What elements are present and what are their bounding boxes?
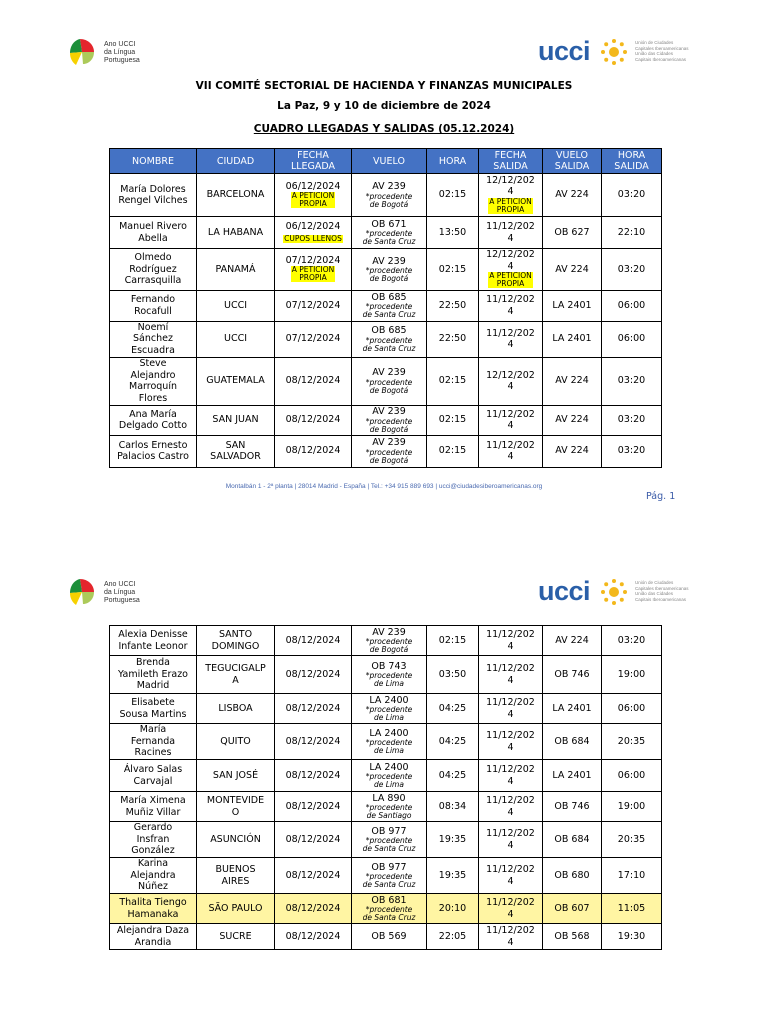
cell-hora: 20:10 <box>427 894 479 924</box>
cell-vuelo-salida: OB 684 <box>543 822 602 858</box>
table-row <box>110 924 662 950</box>
document-title: VII COMITÉ SECTORIAL DE HACIENDA Y FINANZAS MUNICIPALES <box>195 80 573 92</box>
header-hora: HORA <box>427 149 479 174</box>
cell-hora: 02:15 <box>427 174 479 217</box>
cell-fecha-salida: 11/12/202 4 <box>479 626 543 656</box>
cell-hora-salida: 19:00 <box>602 792 662 822</box>
ano-ucci-logo-text: Ano UCCI da Língua Portuguesa <box>104 41 140 64</box>
table-header-row <box>110 149 662 174</box>
cell-vuelo: AV 239 *procedente de Bogotá <box>352 405 427 435</box>
document-subtitle: CUADRO LLEGADAS Y SALIDAS (05.12.2024) <box>253 123 515 135</box>
cell-nombre: Karina Alejandra Núñez <box>110 858 197 894</box>
cell-fecha-salida: 11/12/202 4 <box>479 435 543 467</box>
cell-hora-salida: 03:20 <box>602 174 662 217</box>
cell-nombre: Alejandra Daza Arandia <box>110 924 197 950</box>
origin-note: de Santa Cruz <box>362 343 416 353</box>
cell-vuelo-salida: AV 224 <box>543 174 602 217</box>
cell-vuelo-salida: OB 568 <box>543 924 602 950</box>
document-place-date: La Paz, 9 y 10 de diciembre de 2024 <box>277 100 491 112</box>
table-row <box>110 435 662 467</box>
table-row <box>110 174 662 217</box>
origin-note: *procedente <box>365 872 413 882</box>
ucci-subtitle: Unión de Ciudades Capitales Iberoamericanas União das Cidades Capitais Iberoamericanas <box>635 580 689 602</box>
page-gap <box>0 520 768 565</box>
cell-fecha-llegada: 07/12/2024 <box>275 321 352 357</box>
cell-ciudad: TEGUCIGALP A <box>197 656 275 694</box>
cell-ciudad: SUCRE <box>197 924 275 950</box>
cell-vuelo: LA 890 *procedente de Santiago <box>352 792 427 822</box>
origin-note: de Lima <box>374 679 404 689</box>
table-row <box>110 760 662 792</box>
cell-fecha-llegada: 08/12/2024 <box>275 822 352 858</box>
cell-ciudad: QUITO <box>197 724 275 760</box>
cell-fecha-llegada: 08/12/2024 <box>275 435 352 467</box>
cell-hora: 03:50 <box>427 656 479 694</box>
table-row <box>110 792 662 822</box>
cell-nombre: Brenda Yamileth Erazo Madrid <box>110 656 197 694</box>
origin-note: *procedente <box>365 705 413 715</box>
origin-note: de Santiago <box>366 811 412 821</box>
cell-hora: 22:50 <box>427 290 479 321</box>
header-nombre: NOMBRE <box>110 149 197 174</box>
cell-fecha-salida: 12/12/202 4 A PETICION PROPIA <box>479 174 543 217</box>
cell-vuelo-salida: LA 2401 <box>543 694 602 724</box>
cell-vuelo: OB 977 *procedente de Santa Cruz <box>352 858 427 894</box>
cell-ciudad: SAN SALVADOR <box>197 435 275 467</box>
note-highlight: A PETICION PROPIA <box>489 271 532 288</box>
cell-nombre: María Fernanda Racines <box>110 724 197 760</box>
origin-note: de Santa Cruz <box>362 844 416 854</box>
cell-vuelo-salida: OB 746 <box>543 656 602 694</box>
origin-note: *procedente <box>365 772 413 782</box>
cell-vuelo-salida: AV 224 <box>543 357 602 405</box>
ano-ucci-logo-text: Ano UCCI da Língua Portuguesa <box>104 581 140 604</box>
cell-fecha-salida: 12/12/202 4 A PETICION PROPIA <box>479 249 543 291</box>
origin-note: *procedente <box>365 905 413 915</box>
sun-icon <box>600 578 628 606</box>
cell-vuelo-salida: OB 607 <box>543 894 602 924</box>
cell-hora: 02:15 <box>427 405 479 435</box>
table-row <box>110 217 662 249</box>
origin-note: de Bogotá <box>369 645 409 655</box>
cell-vuelo-salida: AV 224 <box>543 435 602 467</box>
cell-nombre: Alexia Denisse Infante Leonor <box>110 626 197 656</box>
cell-fecha-llegada: 08/12/2024 <box>275 694 352 724</box>
origin-note: de Lima <box>374 780 404 790</box>
cell-hora-salida: 06:00 <box>602 760 662 792</box>
header-fecha-llegada: FECHA LLEGADA <box>275 149 352 174</box>
cell-fecha-llegada: 08/12/2024 <box>275 405 352 435</box>
cell-nombre: Thalita Tiengo Hamanaka <box>110 894 197 924</box>
cell-ciudad: SANTO DOMINGO <box>197 626 275 656</box>
cell-vuelo-salida: AV 224 <box>543 249 602 291</box>
origin-note: de Santa Cruz <box>362 880 416 890</box>
cell-fecha-llegada: 08/12/2024 <box>275 357 352 405</box>
ucci-wordmark: ucci <box>538 36 591 66</box>
cell-fecha-llegada: 08/12/2024 <box>275 760 352 792</box>
origin-note: de Bogotá <box>369 385 409 395</box>
origin-note: *procedente <box>365 377 413 387</box>
cell-fecha-salida: 11/12/202 4 <box>479 822 543 858</box>
table-row <box>110 626 662 656</box>
cell-fecha-salida: 11/12/202 4 <box>479 760 543 792</box>
origin-note: *procedente <box>365 302 413 312</box>
cell-fecha-salida: 11/12/202 4 <box>479 924 543 950</box>
cell-hora: 22:05 <box>427 924 479 950</box>
origin-note: *procedente <box>365 637 413 647</box>
cell-fecha-salida: 11/12/202 4 <box>479 217 543 249</box>
table-row <box>110 405 662 435</box>
origin-note: de Bogotá <box>369 274 409 283</box>
cell-ciudad: ASUNCIÓN <box>197 822 275 858</box>
cell-fecha-salida: 11/12/202 4 <box>479 694 543 724</box>
cell-fecha-llegada: 08/12/2024 <box>275 858 352 894</box>
cell-vuelo: AV 239 *procedente de Bogotá <box>352 174 427 217</box>
cell-fecha-salida: 11/12/202 4 <box>479 894 543 924</box>
cell-hora-salida: 11:05 <box>602 894 662 924</box>
cell-hora: 04:25 <box>427 760 479 792</box>
cell-hora-salida: 06:00 <box>602 321 662 357</box>
header-ciudad: CIUDAD <box>197 149 275 174</box>
header-hora-salida: HORA SALIDA <box>602 149 662 174</box>
cell-vuelo-salida: LA 2401 <box>543 290 602 321</box>
cell-nombre: Olmedo Rodríguez Carrasquilla <box>110 249 197 291</box>
note-highlight: A PETICION PROPIA <box>291 265 335 283</box>
cell-nombre: Álvaro Salas Carvajal <box>110 760 197 792</box>
origin-note: de Lima <box>374 713 404 723</box>
origin-note: *procedente <box>365 191 413 201</box>
cell-nombre: Manuel Rivero Abella <box>110 217 197 249</box>
header-vuelo-salida: VUELO SALIDA <box>543 149 602 174</box>
table-row <box>110 321 662 357</box>
cell-vuelo: LA 2400 *procedente de Lima <box>352 694 427 724</box>
cell-fecha-salida: 11/12/202 4 <box>479 656 543 694</box>
cell-fecha-llegada: 07/12/2024 <box>275 290 352 321</box>
cell-nombre: Noemí Sánchez Escuadra <box>110 321 197 357</box>
cell-hora-salida: 03:20 <box>602 405 662 435</box>
cell-hora-salida: 20:35 <box>602 724 662 760</box>
cell-nombre: María Dolores Rengel Vilches <box>110 174 197 217</box>
table-row <box>110 656 662 694</box>
cell-vuelo: LA 2400 *procedente de Lima <box>352 760 427 792</box>
arrivals-departures-table-continued <box>109 625 662 950</box>
origin-note: *procedente <box>365 335 413 345</box>
cell-vuelo: AV 239 *procedente de Bogotá <box>352 249 427 291</box>
cell-ciudad: SAN JUAN <box>197 405 275 435</box>
table-row <box>110 694 662 724</box>
cell-nombre: Elisabete Sousa Martins <box>110 694 197 724</box>
cell-hora: 02:15 <box>427 626 479 656</box>
ucci-subtitle: Unión de Ciudades Capitales Iberoamericanas União das Cidades Capitais Iberoamericanas <box>635 40 689 62</box>
note-highlight: CUPOS LLENOS <box>284 233 342 243</box>
cell-ciudad: BARCELONA <box>197 174 275 217</box>
cell-hora: 22:50 <box>427 321 479 357</box>
cell-fecha-salida: 11/12/202 4 <box>479 405 543 435</box>
origin-note: de Lima <box>374 746 404 756</box>
cell-fecha-llegada: 06/12/2024 A PETICION PROPIA <box>275 174 352 217</box>
table-row <box>110 822 662 858</box>
header-fecha-salida: FECHA SALIDA <box>479 149 543 174</box>
cell-fecha-salida: 11/12/202 4 <box>479 321 543 357</box>
cell-hora-salida: 20:35 <box>602 822 662 858</box>
cell-vuelo: OB 671 *procedente de Santa Cruz <box>352 217 427 249</box>
cell-vuelo: AV 239 *procedente de Bogotá <box>352 626 427 656</box>
sun-icon <box>600 38 628 66</box>
cell-vuelo: OB 977 *procedente de Santa Cruz <box>352 822 427 858</box>
origin-note: *procedente <box>365 229 413 239</box>
cell-hora-salida: 19:30 <box>602 924 662 950</box>
cell-hora: 08:34 <box>427 792 479 822</box>
cell-fecha-salida: 12/12/202 4 <box>479 357 543 405</box>
cell-nombre: Carlos Ernesto Palacios Castro <box>110 435 197 467</box>
cell-fecha-llegada: 06/12/2024 CUPOS LLENOS <box>275 217 352 249</box>
cell-fecha-salida: 11/12/202 4 <box>479 858 543 894</box>
origin-note: de Santa Cruz <box>362 310 416 320</box>
cell-hora: 02:15 <box>427 357 479 405</box>
ucci-logo <box>538 576 698 606</box>
origin-note: *procedente <box>365 803 413 813</box>
cell-vuelo-salida: OB 627 <box>543 217 602 249</box>
cell-nombre: Fernando Rocafull <box>110 290 197 321</box>
table-row <box>110 724 662 760</box>
note-highlight: A PETICION PROPIA <box>291 191 335 208</box>
origin-note: de Bogotá <box>369 455 409 465</box>
cell-fecha-salida: 11/12/202 4 <box>479 792 543 822</box>
page-footer-address: Montalbán 1 - 2ª planta | 28014 Madrid - España | Tel.: +34 915 889 693 | ucci@ciudadesiberoamericanas.org <box>225 483 543 490</box>
origin-note: *procedente <box>365 266 413 275</box>
ucci-wordmark: ucci <box>538 576 591 606</box>
cell-ciudad: LISBOA <box>197 694 275 724</box>
ucci-logo <box>538 36 698 66</box>
cell-vuelo: AV 239 *procedente de Bogotá <box>352 357 427 405</box>
cell-hora-salida: 03:20 <box>602 435 662 467</box>
cell-vuelo: AV 239 *procedente de Bogotá <box>352 435 427 467</box>
cell-vuelo: OB 569 <box>352 924 427 950</box>
cell-nombre: Gerardo Insfran González <box>110 822 197 858</box>
cell-fecha-llegada: 08/12/2024 <box>275 724 352 760</box>
cell-ciudad: UCCI <box>197 290 275 321</box>
cell-vuelo: OB 685 *procedente de Santa Cruz <box>352 321 427 357</box>
cell-fecha-llegada: 07/12/2024 A PETICION PROPIA <box>275 249 352 291</box>
note-highlight: A PETICION PROPIA <box>489 196 532 214</box>
cell-ciudad: PANAMÁ <box>197 249 275 291</box>
origin-note: *procedente <box>365 447 413 457</box>
cell-fecha-llegada: 08/12/2024 <box>275 792 352 822</box>
origin-note: de Santa Cruz <box>362 237 416 247</box>
cell-hora-salida: 19:00 <box>602 656 662 694</box>
page-number: Pág. 1 <box>646 491 676 502</box>
cell-hora-salida: 03:20 <box>602 249 662 291</box>
cell-hora: 19:35 <box>427 858 479 894</box>
cell-hora-salida: 17:10 <box>602 858 662 894</box>
origin-note: *procedente <box>365 671 413 681</box>
cell-vuelo-salida: LA 2401 <box>543 321 602 357</box>
origin-note: *procedente <box>365 416 413 426</box>
table-row <box>110 858 662 894</box>
cell-hora: 13:50 <box>427 217 479 249</box>
cell-hora: 04:25 <box>427 694 479 724</box>
cell-hora-salida: 06:00 <box>602 290 662 321</box>
cell-hora: 02:15 <box>427 249 479 291</box>
cell-vuelo-salida: LA 2401 <box>543 760 602 792</box>
cell-fecha-llegada: 08/12/2024 <box>275 656 352 694</box>
cell-vuelo: OB 685 *procedente de Santa Cruz <box>352 290 427 321</box>
cell-hora: 04:25 <box>427 724 479 760</box>
cell-ciudad: MONTEVIDE O <box>197 792 275 822</box>
cell-ciudad: SÃO PAULO <box>197 894 275 924</box>
cell-ciudad: SAN JOSÉ <box>197 760 275 792</box>
cell-fecha-salida: 11/12/202 4 <box>479 724 543 760</box>
cell-fecha-llegada: 08/12/2024 <box>275 626 352 656</box>
cell-vuelo: OB 743 *procedente de Lima <box>352 656 427 694</box>
table-row <box>110 290 662 321</box>
cell-nombre: María Ximena Muñiz Villar <box>110 792 197 822</box>
cell-hora-salida: 06:00 <box>602 694 662 724</box>
table-row <box>110 357 662 405</box>
table-row <box>110 249 662 291</box>
cell-hora-salida: 03:20 <box>602 357 662 405</box>
cell-hora: 19:35 <box>427 822 479 858</box>
origin-note: *procedente <box>365 738 413 748</box>
cell-nombre: Steve Alejandro Marroquín Flores <box>110 357 197 405</box>
origin-note: de Santa Cruz <box>362 913 416 923</box>
cell-vuelo-salida: OB 684 <box>543 724 602 760</box>
origin-note: de Bogotá <box>369 424 409 434</box>
cell-ciudad: UCCI <box>197 321 275 357</box>
cell-hora-salida: 03:20 <box>602 626 662 656</box>
arrivals-departures-table <box>109 148 662 468</box>
cell-fecha-llegada: 08/12/2024 <box>275 894 352 924</box>
cell-fecha-salida: 11/12/202 4 <box>479 290 543 321</box>
cell-nombre: Ana María Delgado Cotto <box>110 405 197 435</box>
table-row <box>110 894 662 924</box>
document-page-2 <box>0 565 768 1024</box>
cell-vuelo-salida: OB 680 <box>543 858 602 894</box>
cell-hora: 02:15 <box>427 435 479 467</box>
cell-ciudad: GUATEMALA <box>197 357 275 405</box>
cell-vuelo-salida: AV 224 <box>543 626 602 656</box>
cell-ciudad: LA HABANA <box>197 217 275 249</box>
cell-ciudad: BUENOS AIRES <box>197 858 275 894</box>
cell-vuelo-salida: OB 746 <box>543 792 602 822</box>
origin-note: de Bogotá <box>369 199 409 209</box>
cell-vuelo: LA 2400 *procedente de Lima <box>352 724 427 760</box>
cell-vuelo: OB 681 *procedente de Santa Cruz <box>352 894 427 924</box>
origin-note: *procedente <box>365 836 413 846</box>
header-vuelo: VUELO <box>352 149 427 174</box>
cell-fecha-llegada: 08/12/2024 <box>275 924 352 950</box>
cell-hora-salida: 22:10 <box>602 217 662 249</box>
cell-vuelo-salida: AV 224 <box>543 405 602 435</box>
